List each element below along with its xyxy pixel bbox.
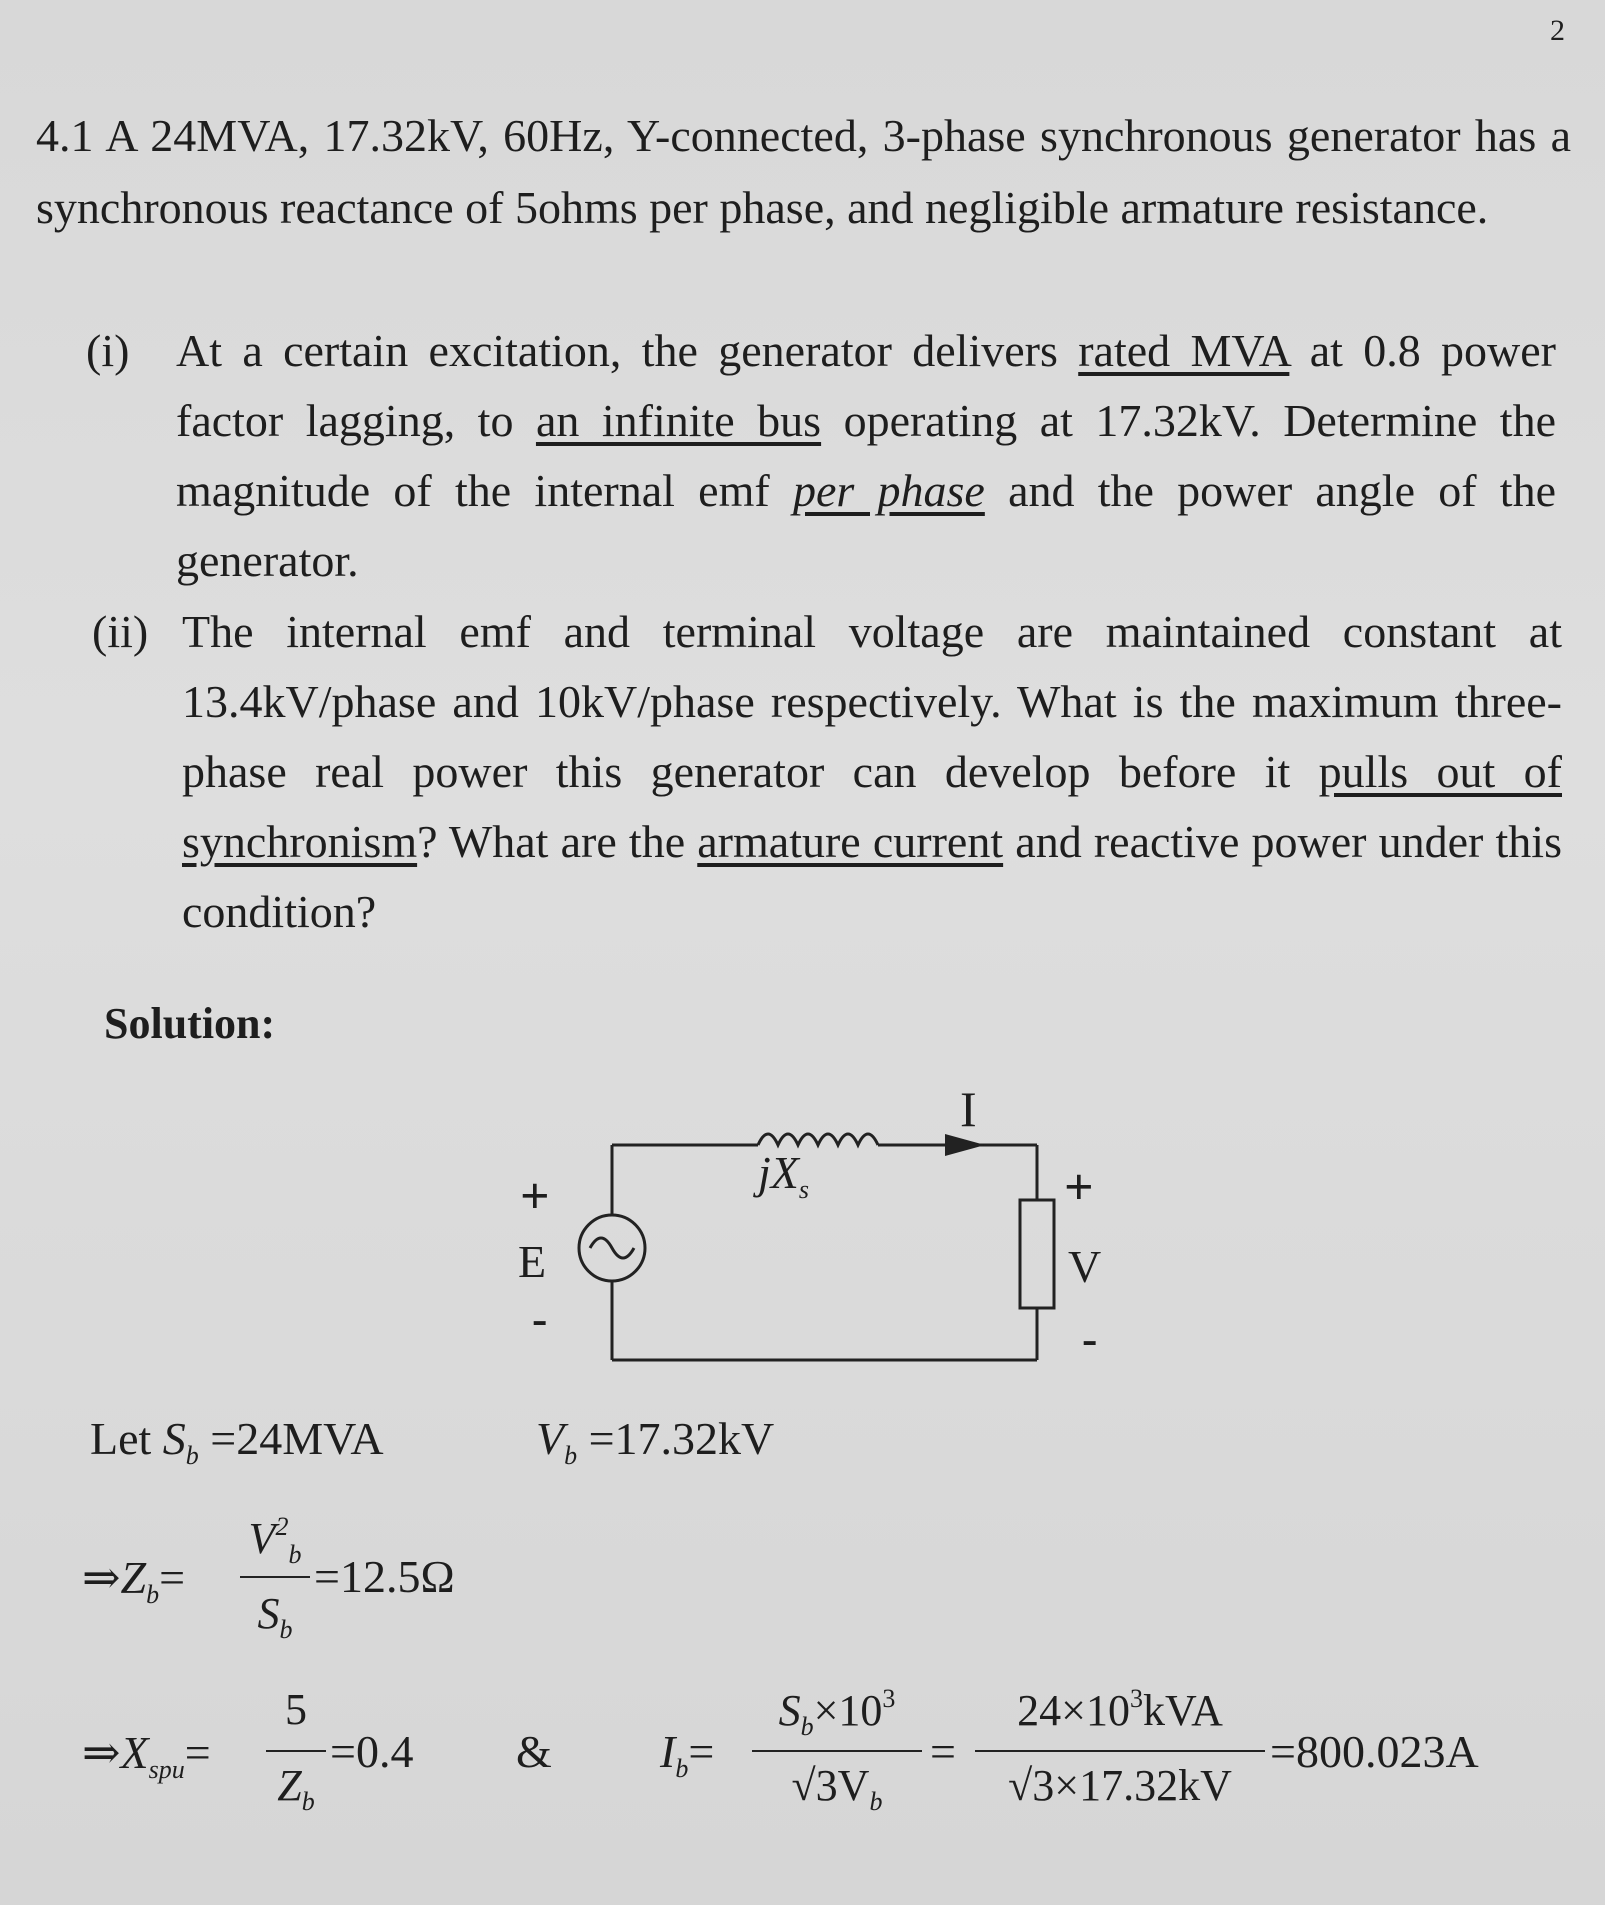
base-voltage-eq: $V_b =17.32kV$ [536,1413,775,1470]
ib-equals: = [930,1726,956,1777]
page-number: 2 [1550,14,1565,47]
load-resistor [1020,1200,1054,1308]
ib-denominator-2: √3×17.32kV [1008,1761,1232,1810]
ib-lhs: $I_b=$ [660,1726,715,1783]
zb-fraction-bar [240,1576,310,1578]
underline-per-phase: per phase [792,465,985,516]
ib-denominator-1: $√3V_b$ [791,1761,883,1816]
part-ii-number: (ii) [92,606,149,657]
xspu-lhs: $\Rightarrow X_{spu}=$ [82,1727,211,1784]
ampersand: & [516,1726,552,1777]
source-minus: - [532,1293,548,1344]
xspu-value: =0.4 [330,1726,414,1777]
problem-statement: 4.1 A 24MVA, 17.32kV, 60Hz, Y-connected, 3-phase synchronous generator has a synchronous reactance of 5ohms per phase, and negligible armature resistance. [36,110,1571,233]
ib-numerator-2: $24\times 10^3kVA$ [1017,1684,1223,1735]
load-plus: + [1064,1159,1094,1216]
underline-infinite-bus: an infinite bus [535,395,822,446]
zb-denominator: $S_b$ [257,1589,293,1644]
solution-heading: Solution: [104,999,276,1048]
current-label: I [960,1081,977,1137]
ib-value: =800.023A [1270,1726,1479,1777]
underline-armature-current: armature current [697,816,1004,867]
ib-numerator-1: $S_b\times 10^3$ [778,1684,896,1741]
zb-value: =12.5Ω [314,1551,455,1602]
xspu-denominator: $Z_b$ [277,1761,315,1816]
ib-fraction-bar-1 [752,1750,922,1752]
ib-fraction-bar-2 [975,1750,1265,1752]
part-i-text: At a certain excitation, the generator delivers rated MVA at 0.8 power factor lagging, to an infinite bus operating at 17.32kV. Determine the magnitude of the internal emf per phase and the power angle of the generator. [176,325,1557,586]
underline-pulls-out: pulls out of synchronism [182,746,1562,867]
part-i-number: (i) [86,325,130,376]
load-minus: - [1082,1313,1098,1364]
sine-wave-icon [590,1238,634,1258]
source-plus: + [520,1168,550,1225]
base-power-eq: Let $S_b =24MVA$ [90,1413,384,1470]
reactance-label: $jX_s$ [758,1147,810,1204]
xspu-fraction-bar [266,1750,326,1752]
xspu-numerator: 5 [285,1685,307,1734]
part-ii-text: The internal emf and terminal voltage are maintained constant at 13.4kV/phase and 10kV/phase respectively. What is the maximum three-phase real power this generator can develop before it pulls out of synchronism? What are the armature current and reactive power under this condition? [182,606,1562,937]
underline-rated-mva: rated MVA [1078,325,1290,376]
load-label: V [1068,1241,1102,1292]
source-label: E [518,1236,547,1287]
zb-lhs: $\Rightarrow Z_b=$ [82,1552,186,1609]
zb-numerator: $V^2_b$ [248,1512,302,1569]
inductor-coil [758,1134,878,1145]
